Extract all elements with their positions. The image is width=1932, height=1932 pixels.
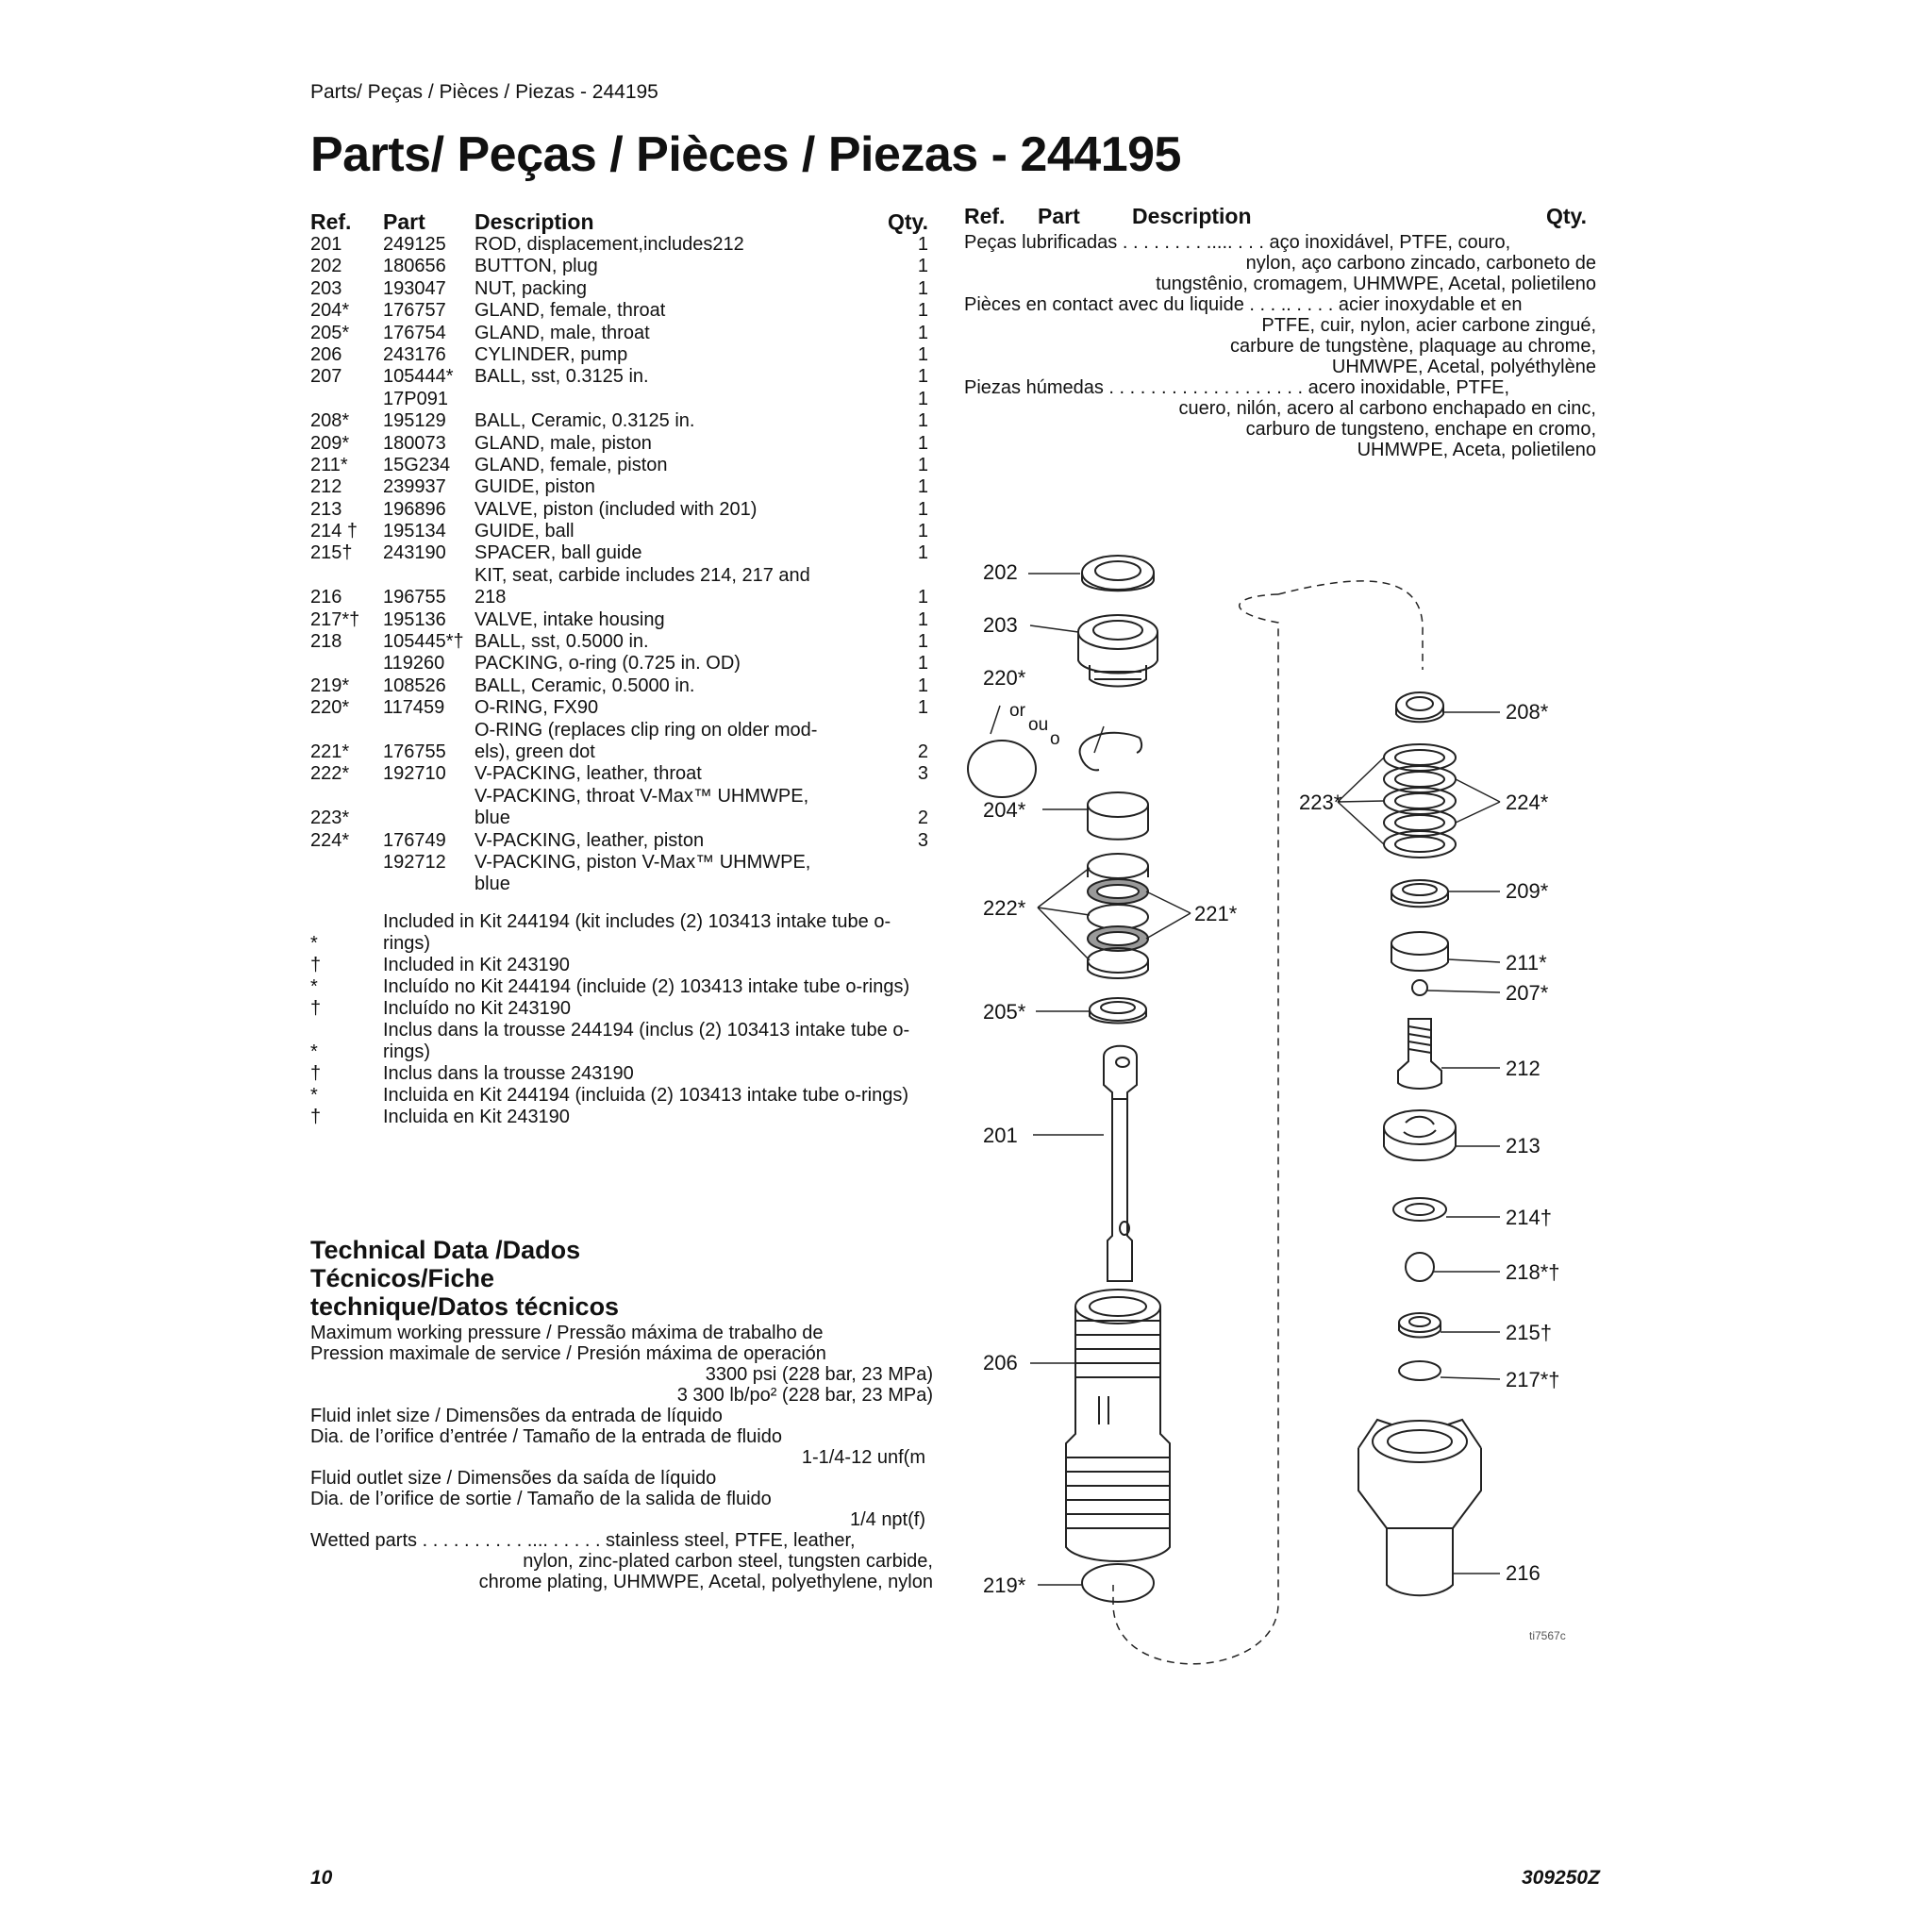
- wetted-parts-line: Pièces en contact avec du liquide . . . .. . . . . acier inoxydable et en: [964, 294, 1523, 315]
- part-213-piston-valve: [1384, 1110, 1456, 1160]
- table-row: [310, 323, 928, 344]
- callout-211: 211*: [1506, 951, 1547, 974]
- page-title: Parts/ Peças / Pièces / Piezas - 244195: [310, 127, 1181, 182]
- callout-204: 204*: [983, 798, 1026, 822]
- table-row: [310, 389, 928, 410]
- right-header-qty: Qty.: [1545, 204, 1587, 228]
- row-description: 218: [475, 587, 507, 608]
- row-part: 192712: [383, 851, 446, 873]
- part-216-intake-valve-housing: [1358, 1420, 1481, 1595]
- running-header: Parts/ Peças / Pièces / Piezas - 244195: [310, 81, 658, 103]
- callout-221: 221*: [1194, 902, 1238, 925]
- inlet-size-label: Fluid inlet size / Dimensões da entrada de líquido: [310, 1406, 723, 1426]
- leader-203: [1030, 625, 1078, 632]
- technical-data-heading: Technical Data /Dados Técnicos/Fiche technique/Datos técnicos: [310, 1236, 620, 1321]
- footnote-text: Included in Kit 243190: [383, 955, 570, 975]
- leader-or: [991, 706, 1000, 734]
- row-description: NUT, packing: [475, 277, 587, 299]
- footnote-symbol: †: [310, 1063, 322, 1084]
- connector-dashed-path: [1113, 594, 1278, 1664]
- row-description: GUIDE, ball: [475, 521, 575, 542]
- row-part: 196755: [383, 587, 446, 608]
- row-description: blue: [475, 874, 510, 895]
- row-part: 108526: [383, 675, 446, 696]
- max-pressure-value: 3 300 lb/po² (228 bar, 23 MPa): [676, 1385, 933, 1406]
- row-ref: 214 †: [310, 521, 358, 542]
- row-description: GLAND, female, throat: [475, 300, 666, 322]
- row-part: 119260: [383, 653, 445, 675]
- table-row: [310, 234, 928, 256]
- callout-209: 209*: [1506, 879, 1549, 903]
- row-qty: 1: [917, 388, 928, 409]
- leader-224: [1456, 802, 1500, 823]
- row-description: BALL, Ceramic, 0.5000 in.: [475, 675, 695, 696]
- row-qty: 1: [917, 410, 928, 432]
- row-qty: 1: [917, 432, 928, 454]
- row-ref: 215†: [310, 542, 353, 564]
- row-part: 117459: [383, 697, 445, 719]
- document-number: 309250Z: [1522, 1867, 1600, 1889]
- right-table-body: [964, 232, 1596, 460]
- part-220-o-ring: [968, 741, 1036, 797]
- callout-218: 218*†: [1506, 1260, 1560, 1284]
- part-220-clip-ring: [1080, 733, 1140, 771]
- row-description: KIT, seat, carbide includes 214, 217 and: [475, 564, 810, 586]
- row-ref: 205*: [310, 322, 350, 343]
- table-row: [310, 278, 928, 300]
- row-description: GLAND, male, throat: [475, 322, 650, 343]
- callout-220: 220*: [983, 666, 1026, 690]
- leader-224: [1456, 779, 1500, 802]
- row-part: 17P091: [383, 388, 448, 409]
- header-description: Description: [475, 209, 594, 234]
- footnote-text: Incluído no Kit 243190: [383, 998, 572, 1019]
- callout-207: 207*: [1506, 981, 1549, 1005]
- row-part: 176757: [383, 300, 446, 322]
- callout-213: 213: [1506, 1134, 1541, 1158]
- callout-219: 219*: [983, 1574, 1026, 1597]
- row-qty: 1: [917, 587, 928, 608]
- part-219-o-ring: [1082, 1564, 1154, 1602]
- part-215-spacer: [1399, 1313, 1441, 1338]
- footnote-symbol: †: [310, 955, 322, 975]
- row-part: 193047: [383, 277, 446, 299]
- table-row: [310, 433, 928, 455]
- footnote-text: Inclus dans la trousse 243190: [383, 1063, 634, 1084]
- table-row: [310, 410, 928, 432]
- footnote: [310, 1085, 933, 1107]
- row-ref: 216: [310, 587, 342, 608]
- table-row: [310, 476, 928, 498]
- part-222-throat-packings: [1088, 854, 1148, 978]
- row-description: BALL, Ceramic, 0.3125 in.: [475, 410, 695, 432]
- callout-208: 208*: [1506, 700, 1549, 724]
- max-pressure-value: 3300 psi (228 bar, 23 MPa): [705, 1364, 933, 1385]
- right-header-ref: Ref.: [964, 204, 1006, 228]
- row-qty: 2: [917, 808, 928, 829]
- header-part: Part: [383, 209, 425, 234]
- wetted-parts-line: Peças lubrificadas . . . . . . . . ..... . . . aço inoxidável, PTFE, couro,: [964, 232, 1511, 253]
- footnote: [310, 1020, 933, 1063]
- row-part: 180656: [383, 256, 446, 277]
- row-part: 196896: [383, 498, 446, 520]
- row-qty: 1: [917, 476, 928, 498]
- table-row: [310, 521, 928, 542]
- footnote-text: Incluida en Kit 244194 (incluida (2) 103413 intake tube o-rings): [383, 1085, 909, 1106]
- wetted-parts-line: chrome plating, UHMWPE, Acetal, polyethylene, nylon: [478, 1572, 933, 1592]
- wetted-parts-line: UHMWPE, Acetal, polyéthylène: [1331, 357, 1596, 377]
- table-row: [310, 366, 928, 388]
- o-label: o: [1050, 729, 1060, 749]
- row-description: V-PACKING, piston V-Max™ UHMWPE,: [475, 851, 811, 873]
- row-description: ROD, displacement,includes212: [475, 234, 744, 255]
- table-row: [310, 344, 928, 366]
- row-qty: 1: [917, 277, 928, 299]
- row-description: GLAND, male, piston: [475, 432, 652, 454]
- technical-data: [310, 1236, 933, 1592]
- table-row: [310, 565, 928, 587]
- leader-217: [1441, 1377, 1500, 1379]
- row-ref: 209*: [310, 432, 350, 454]
- row-qty: 1: [917, 454, 928, 475]
- row-qty: 1: [917, 256, 928, 277]
- footnote-symbol: †: [310, 1107, 322, 1127]
- row-description: V-PACKING, leather, piston: [475, 829, 705, 851]
- row-ref: 222*: [310, 763, 350, 785]
- part-223-224-piston-packings: [1384, 744, 1456, 858]
- row-ref: 213: [310, 498, 342, 520]
- inlet-size-value: 1-1/4-12 unf(m: [801, 1447, 925, 1468]
- row-ref: 206: [310, 343, 342, 365]
- wetted-parts-line: nylon, aço carbono zincado, carboneto de: [1245, 253, 1596, 274]
- part-211-gland-female-piston: [1391, 932, 1448, 971]
- page-number: 10: [310, 1867, 333, 1889]
- part-207-ball: [1412, 980, 1427, 995]
- leader-222: [1038, 868, 1090, 908]
- part-218-ball: [1406, 1253, 1434, 1281]
- row-part: 249125: [383, 234, 446, 255]
- row-qty: 3: [917, 763, 928, 785]
- callout-205: 205*: [983, 1000, 1026, 1024]
- or-label: or: [1009, 701, 1025, 721]
- footnote-text: Incluida en Kit 243190: [383, 1107, 570, 1127]
- right-table-header: [964, 204, 1587, 232]
- part-206-cylinder: [1066, 1290, 1170, 1561]
- row-part: 192710: [383, 763, 446, 785]
- table-row: [310, 786, 928, 808]
- row-ref: 219*: [310, 675, 350, 696]
- parts-table-header: [310, 209, 928, 234]
- footnote-text: Incluído no Kit 244194 (incluide (2) 103413 intake tube o-rings): [383, 976, 910, 997]
- part-212-piston-guide: [1398, 1019, 1441, 1089]
- row-qty: 1: [917, 697, 928, 719]
- part-204-gland-female: [1088, 792, 1148, 840]
- footnotes: [310, 911, 933, 1128]
- leader-221: [1146, 891, 1191, 913]
- leader-223: [1338, 758, 1384, 802]
- leader-222: [1038, 908, 1090, 960]
- row-description: GLAND, female, piston: [475, 454, 668, 475]
- footnote: [310, 1107, 933, 1128]
- callout-223: 223*: [1299, 791, 1342, 814]
- footnote: [310, 911, 933, 955]
- row-description: SPACER, ball guide: [475, 542, 642, 564]
- row-ref: 208*: [310, 410, 350, 432]
- table-row: [310, 455, 928, 476]
- callout-206: 206: [983, 1351, 1018, 1374]
- row-qty: 3: [917, 829, 928, 851]
- ou-label: ou: [1028, 715, 1049, 735]
- leader-207: [1427, 991, 1500, 992]
- callout-212: 212: [1506, 1057, 1541, 1080]
- row-ref: 207: [310, 366, 342, 388]
- right-header-part: Part: [1038, 204, 1080, 228]
- table-row: [310, 852, 928, 874]
- callout-202: 202: [983, 560, 1018, 584]
- row-description: VALVE, piston (included with 201): [475, 498, 758, 520]
- callout-214: 214†: [1506, 1206, 1552, 1229]
- callout-224: 224*: [1506, 791, 1549, 814]
- table-row: [310, 653, 928, 675]
- callout-203: 203: [983, 613, 1018, 637]
- footnote: [310, 1063, 933, 1085]
- table-row: [310, 763, 928, 785]
- outlet-size-label: Fluid outlet size / Dimensões da saída de líquido: [310, 1468, 717, 1489]
- wetted-parts-line: Wetted parts . . . . . . . . . . .... . . . . . stainless steel, PTFE, leather,: [310, 1530, 856, 1551]
- row-qty: 1: [917, 366, 928, 388]
- row-ref: 211*: [310, 454, 348, 475]
- table-row: [310, 720, 928, 741]
- leader-223: [1338, 801, 1384, 802]
- row-part: 105445*†: [383, 631, 464, 653]
- part-208-ball: [1396, 692, 1443, 722]
- leader-or: [1094, 726, 1104, 753]
- row-qty: 1: [917, 653, 928, 675]
- row-part: 180073: [383, 432, 446, 454]
- table-row: [310, 542, 928, 564]
- row-qty: 2: [917, 741, 928, 762]
- part-205-gland-male: [1090, 998, 1146, 1024]
- wetted-parts-line: carburo de tungsteno, enchape en cromo,: [1245, 419, 1596, 440]
- row-description: BUTTON, plug: [475, 256, 598, 277]
- row-qty: 1: [917, 322, 928, 343]
- parts-table: [310, 209, 928, 896]
- row-qty: 1: [917, 300, 928, 322]
- row-qty: 1: [917, 498, 928, 520]
- row-part: 239937: [383, 476, 446, 498]
- wetted-parts-line: Piezas húmedas . . . . . . . . . . . . . . . . . . . acero inoxidable, PTFE,: [964, 377, 1510, 398]
- row-description: GUIDE, piston: [475, 476, 595, 498]
- outlet-size-label: Dia. de l’orifice de sortie / Tamaño de la salida de fluido: [310, 1489, 772, 1509]
- row-ref: 218: [310, 631, 342, 653]
- footnote-symbol: *: [310, 933, 318, 954]
- footnote-text: Inclus dans la trousse 244194 (inclus (2) 103413 intake tube o-rings): [383, 1020, 910, 1062]
- row-ref: 212: [310, 476, 342, 498]
- table-row: [310, 631, 928, 653]
- row-part: 243176: [383, 343, 446, 365]
- max-pressure-label: Pression maximale de service / Presión máxima de operación: [310, 1343, 826, 1364]
- footnote: [310, 998, 933, 1020]
- row-description: V-PACKING, leather, throat: [475, 763, 702, 785]
- wetted-parts-line: tungstênio, cromagem, UHMWPE, Acetal, polietileno: [1156, 274, 1596, 294]
- leader-223: [1338, 802, 1384, 844]
- table-row: [310, 499, 928, 521]
- row-part: 195136: [383, 608, 446, 630]
- row-description: V-PACKING, throat V-Max™ UHMWPE,: [475, 785, 809, 807]
- parts-table-body: [310, 234, 928, 896]
- outlet-size-value: 1/4 npt(f): [849, 1509, 925, 1530]
- row-qty: 1: [917, 542, 928, 564]
- table-row: [310, 300, 928, 322]
- wetted-parts-line: carbure de tungstène, plaquage au chrome,: [1229, 336, 1596, 357]
- row-description: VALVE, intake housing: [475, 608, 665, 630]
- part-201-displacement-rod: [1104, 1046, 1137, 1281]
- row-part: 176755: [383, 741, 446, 762]
- leader-222: [1038, 908, 1090, 915]
- footnote-symbol: †: [310, 998, 322, 1019]
- row-ref: 223*: [310, 808, 350, 829]
- row-part: 176749: [383, 829, 446, 851]
- leader-221: [1146, 913, 1191, 939]
- footnote: [310, 976, 933, 998]
- row-ref: 221*: [310, 741, 350, 762]
- part-214-ball-guide: [1393, 1198, 1446, 1221]
- row-qty: 1: [917, 521, 928, 542]
- row-description: CYLINDER, pump: [475, 343, 628, 365]
- table-row: [310, 609, 928, 631]
- table-row: [310, 675, 928, 697]
- row-part: 195134: [383, 521, 446, 542]
- row-description: BALL, sst, 0.3125 in.: [475, 366, 649, 388]
- row-description: els), green dot: [475, 741, 595, 762]
- table-row: [310, 808, 928, 829]
- callout-217: 217*†: [1506, 1368, 1560, 1391]
- wetted-parts-line: nylon, zinc-plated carbon steel, tungsten carbide,: [523, 1551, 933, 1572]
- table-row: [310, 874, 928, 895]
- row-ref: 201: [310, 234, 342, 255]
- row-qty: 1: [917, 608, 928, 630]
- row-qty: 1: [917, 675, 928, 696]
- footnote: [310, 955, 933, 976]
- row-qty: 1: [917, 234, 928, 255]
- connector-dashed-path: [1278, 581, 1423, 670]
- row-ref: 220*: [310, 697, 350, 719]
- row-ref: 224*: [310, 829, 350, 851]
- table-row: [310, 587, 928, 608]
- right-header-description: Description: [1132, 204, 1252, 228]
- footnote-symbol: *: [310, 1041, 318, 1062]
- leader-211: [1448, 959, 1500, 962]
- row-ref: 202: [310, 256, 342, 277]
- table-row: [310, 256, 928, 277]
- row-description: PACKING, o-ring (0.725 in. OD): [475, 653, 741, 675]
- part-217-o-ring: [1399, 1361, 1441, 1380]
- row-part: 195129: [383, 410, 446, 432]
- header-ref: Ref.: [310, 209, 352, 234]
- row-ref: 217*†: [310, 608, 360, 630]
- header-qty: Qty.: [887, 209, 928, 234]
- row-ref: 203: [310, 277, 342, 299]
- part-209-gland-male-piston: [1391, 880, 1448, 907]
- callout-216: 216: [1506, 1561, 1541, 1585]
- row-description: blue: [475, 808, 510, 829]
- wetted-parts-line: cuero, nilón, acero al carbono enchapado en cinc,: [1178, 398, 1596, 419]
- wetted-parts-line: PTFE, cuir, nylon, acier carbone zingué,: [1261, 315, 1596, 336]
- footnote-text: Included in Kit 244194 (kit includes (2) 103413 intake tube o-rings): [383, 911, 891, 954]
- exploded-parts-diagram: [962, 528, 1566, 1698]
- row-qty: 1: [917, 631, 928, 653]
- part-202-button-plug: [1082, 556, 1154, 591]
- row-ref: 204*: [310, 300, 350, 322]
- part-203-packing-nut: [1078, 615, 1158, 687]
- table-row: [310, 697, 928, 719]
- row-part: 105444*: [383, 366, 454, 388]
- inlet-size-label: Dia. de l’orifice d’entrée / Tamaño de la entrada de fluido: [310, 1426, 782, 1447]
- table-row: [310, 741, 928, 763]
- row-part: 15G234: [383, 454, 451, 475]
- row-description: O-RING, FX90: [475, 697, 599, 719]
- max-pressure-label: Maximum working pressure / Pressão máxima de trabalho de: [310, 1323, 824, 1343]
- callout-222: 222*: [983, 896, 1026, 920]
- callout-201: 201: [983, 1124, 1018, 1147]
- row-description: BALL, sst, 0.5000 in.: [475, 631, 649, 653]
- row-qty: 1: [917, 343, 928, 365]
- table-row: [310, 830, 928, 852]
- wetted-parts-line: UHMWPE, Aceta, polietileno: [1357, 440, 1596, 460]
- wetted-parts-translations: [964, 204, 1596, 460]
- figure-id: ti7567c: [1529, 1629, 1566, 1642]
- row-description: O-RING (replaces clip ring on older mod-: [475, 719, 818, 741]
- footnote-symbol: *: [310, 976, 318, 997]
- row-part: 243190: [383, 542, 446, 564]
- footnote-symbol: *: [310, 1085, 318, 1106]
- row-part: 176754: [383, 322, 446, 343]
- callout-215: 215†: [1506, 1321, 1552, 1344]
